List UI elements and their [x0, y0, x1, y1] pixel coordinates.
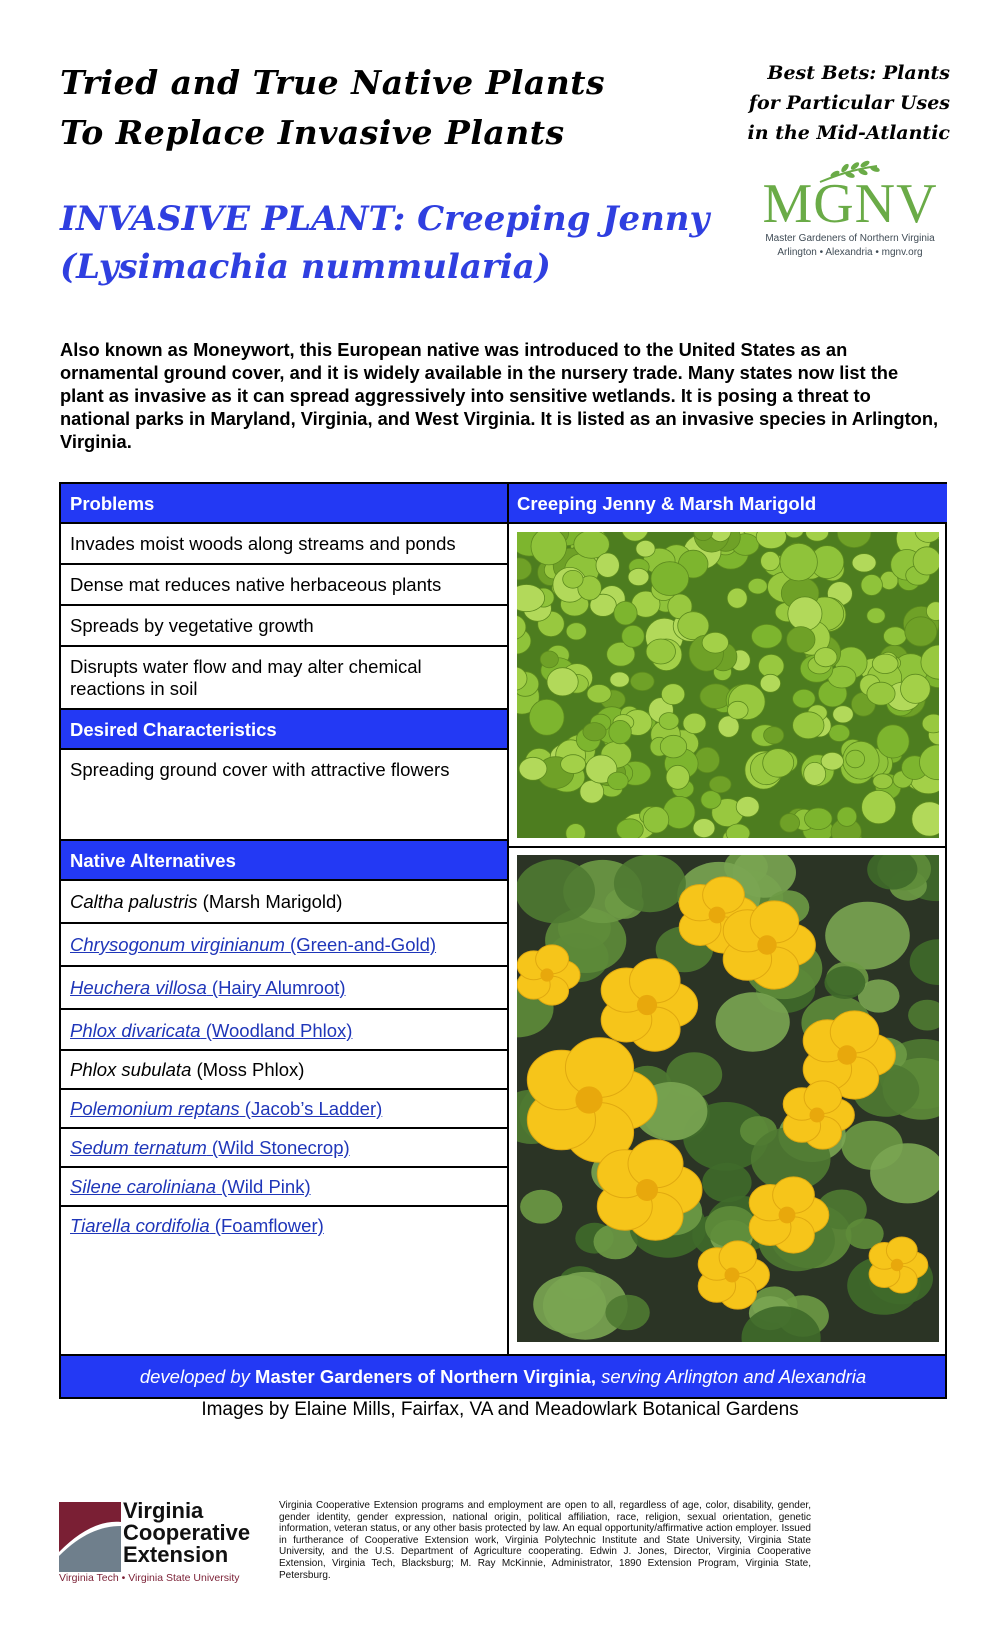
leaf-shape [520, 1190, 562, 1224]
leaf-shape [901, 674, 931, 703]
scientific-name: Polemonium reptans [70, 1098, 240, 1119]
common-name: (Marsh Marigold) [197, 891, 343, 912]
problem-item: Dense mat reduces native herbaceous plants [61, 565, 507, 606]
leaf-shape [862, 790, 896, 823]
desired-text: Spreading ground cover with attractive flowers [61, 750, 507, 841]
leaf-shape [833, 706, 854, 723]
leaf-shape [829, 725, 850, 742]
leaf-shape [837, 807, 857, 826]
series-title-line2: for Particular Uses [748, 92, 950, 114]
leaf-shape [531, 532, 567, 565]
common-name: (Foamflower) [209, 1215, 324, 1236]
vce-name [123, 1500, 250, 1566]
series-title-line1: Best Bets: Plants [767, 62, 950, 84]
leaf-shape [702, 632, 728, 653]
leaf-shape [867, 682, 895, 705]
intro-paragraph: Also known as Moneywort, this European native was introduced to the United States as an ornamental ground cover, and it is widely available in the nursery trade. Many states now list the plant as invasive as it can spread aggressively into sensitive wetlands. It is posing a threat to national parks in Maryland, Virginia, and West Virginia. It is listed as an invasive species in Arlington, Virginia. [60, 339, 939, 452]
problems-heading: Problems [61, 484, 507, 524]
leaf-shape [905, 617, 937, 646]
desired-heading: Desired Characteristics [61, 710, 507, 750]
leaf-shape [583, 723, 606, 741]
leaf-shape [683, 713, 706, 733]
developed-by-label: developed by [139, 1366, 250, 1387]
leaf-shape [846, 750, 865, 768]
page-title-line1: Tried and True Native Plants [60, 63, 606, 102]
leaf-shape [804, 762, 826, 785]
scientific-name: Phlox divaricata [70, 1020, 201, 1041]
leaf-shape [780, 543, 817, 581]
scientific-name: Silene caroliniana [70, 1176, 217, 1197]
image-credit: Images by Elaine Mills, Fairfax, VA and Meadowlark Botanical Gardens [201, 1399, 799, 1420]
leaf-shape [666, 765, 689, 789]
leaf-shape [877, 725, 909, 758]
leaf-shape [547, 668, 578, 696]
page-title-line2: To Replace Invasive Plants [60, 113, 565, 152]
scientific-name: Caltha palustris [70, 891, 198, 912]
leaf-shape [825, 902, 910, 970]
alternative-text [70, 891, 342, 912]
leaf-shape [646, 639, 675, 664]
leaf-shape [605, 1295, 649, 1331]
invasive-plant-name: INVASIVE PLANT: Creeping Jenny [60, 199, 710, 239]
leaf-shape [780, 814, 800, 833]
alternatives-list [61, 881, 507, 1246]
leaf-shape [702, 1163, 751, 1203]
leaf-shape [587, 685, 611, 703]
left-column [61, 484, 507, 1246]
leaf-shape [596, 553, 619, 577]
leaf-shape [913, 547, 939, 575]
leaf-shape [561, 755, 586, 774]
leaf-shape [659, 713, 679, 730]
photos-heading: Creeping Jenny & Marsh Marigold [509, 484, 947, 524]
leaf-shape [805, 808, 833, 830]
creeping-jenny-image [517, 532, 939, 838]
leaf-shape [701, 791, 721, 809]
alternative-link[interactable] [70, 977, 346, 998]
leaf-shape [872, 654, 898, 673]
common-name: (Wild Stonecrop) [206, 1137, 350, 1158]
alternative-link[interactable] [70, 934, 436, 955]
leaf-shape [824, 966, 865, 999]
leaf-shape [764, 727, 784, 744]
alternative-link[interactable] [70, 1098, 382, 1119]
vce-name-line2: Cooperative [123, 1520, 251, 1545]
leaf-shape [788, 597, 822, 631]
alternative-text [70, 1059, 304, 1080]
scientific-name: Phlox subulata [70, 1059, 192, 1080]
leaf-shape [867, 608, 885, 624]
logo-subtitle: Master Gardeners of Northern Virginia [765, 233, 935, 244]
leaf-shape [748, 578, 767, 594]
leaf-shape [728, 701, 749, 719]
common-name: (Green-and-Gold) [284, 934, 437, 955]
series-title-line3: in the Mid-Atlantic [747, 122, 950, 144]
leaf-shape [695, 747, 720, 772]
info-table [59, 482, 947, 1399]
alternative-item [61, 1051, 507, 1090]
photo-divider [509, 846, 947, 848]
leaf-shape [852, 554, 876, 572]
creeping-jenny-photo [517, 532, 939, 838]
alternative-link[interactable] [70, 1176, 311, 1197]
problem-item: Spreads by vegetative growth [61, 606, 507, 647]
alternative-item[interactable] [61, 1090, 507, 1129]
leaf-shape [628, 568, 649, 585]
leaf-shape [727, 588, 747, 608]
leaf-shape [529, 699, 564, 735]
alternative-item[interactable] [61, 1010, 507, 1051]
scientific-name: Sedum ternatum [70, 1137, 207, 1158]
logo-tagline: Arlington • Alexandria • mgnv.org [777, 247, 923, 258]
alternative-link[interactable] [70, 1215, 324, 1236]
alternative-item[interactable] [61, 1168, 507, 1207]
leaf-shape [736, 797, 759, 817]
leaf-shape [617, 819, 644, 838]
leaf-shape [709, 776, 731, 793]
alternatives-heading: Native Alternatives [61, 841, 507, 881]
invasive-plant-scientific: (Lysimachia nummularia) [60, 247, 551, 287]
leaf-shape [614, 601, 637, 625]
leaf-shape [821, 752, 843, 770]
developed-by-bar [61, 1354, 945, 1397]
marsh-marigold-photo [517, 855, 939, 1342]
leaf-shape [752, 624, 783, 648]
invasive-plant-title [60, 195, 740, 291]
leaf-shape [566, 623, 586, 640]
leaf-shape [716, 992, 790, 1051]
leaf-shape [614, 855, 686, 912]
scientific-name: Chrysogonum virginianum [70, 934, 285, 955]
common-name: (Jacob’s Ladder) [239, 1098, 383, 1119]
leaf-shape [519, 757, 547, 780]
alternative-item[interactable] [61, 1129, 507, 1168]
leaf-shape [622, 625, 645, 647]
leaf-shape [760, 674, 780, 692]
common-name: (Woodland Phlox) [200, 1020, 353, 1041]
leaf-shape [660, 735, 686, 758]
alternative-item[interactable] [61, 967, 507, 1010]
leaf-shape [636, 540, 655, 557]
vce-emblem-icon [59, 1502, 121, 1572]
leaf-shape [787, 627, 815, 653]
alternative-link[interactable] [70, 1137, 350, 1158]
vce-subtitle: Virginia Tech • Virginia State University [59, 1572, 240, 1584]
leaf-shape [630, 672, 654, 690]
marsh-marigold-image [517, 855, 939, 1342]
vce-name-line1: Virginia [123, 1498, 204, 1523]
leaf-shape [861, 575, 882, 596]
leaf-shape [608, 772, 629, 790]
leaf-shape [651, 562, 689, 596]
leaf-shape [517, 859, 595, 923]
leaf-shape [763, 749, 794, 778]
leaf-shape [873, 774, 893, 789]
vce-name-line3: Extension [123, 1542, 229, 1567]
scientific-name: Tiarella cordifolia [70, 1215, 210, 1236]
leaf-shape [563, 570, 583, 588]
common-name: (Hairy Alumroot) [206, 977, 346, 998]
alternative-link[interactable] [70, 1020, 352, 1041]
logo-wordmark: MGNV [762, 173, 938, 235]
alternative-item[interactable] [61, 924, 507, 967]
problem-item: Invades moist woods along streams and ponds [61, 524, 507, 565]
alternative-item [61, 881, 507, 924]
problem-item: Disrupts water flow and may alter chemical reactions in soil [61, 647, 507, 710]
scientific-name: Heuchera villosa [70, 977, 207, 998]
leaf-shape [580, 780, 604, 803]
leaf-shape [610, 672, 629, 687]
page-title [60, 58, 720, 158]
mgnv-logo [750, 160, 950, 260]
leaf-shape [643, 807, 669, 833]
leaf-shape [693, 819, 715, 838]
series-title [700, 58, 950, 148]
leaf-shape [761, 552, 780, 571]
legal-notice: Virginia Cooperative Extension programs and employment are open to all, regardless of age, color, disability, gender, gender identity, gender expression, national origin, political affiliation, race, religion, sexual orientation, genetic information, veteran status, or any other basis protected by law. An equal opportunity/affirmative action employer. Issued in furtherance of Cooperative Extension work, Virginia Polytechnic Institute and State University, Virginia State University, and the U.S. Department of Agriculture cooperating. Edwin J. Jones, Director, Virginia Cooperative Extension, Virginia Tech, Blacksburg; M. Ray McKinnie, Administrator, 1890 Extension Program, Virginia State, Petersburg. [279, 1500, 811, 1581]
common-name: (Wild Pink) [216, 1176, 311, 1197]
common-name: (Moss Phlox) [191, 1059, 305, 1080]
developer-org: Master Gardeners of Northern Virginia, [255, 1366, 597, 1387]
serving-area: serving Arlington and Alexandria [601, 1366, 867, 1387]
alternative-item[interactable] [61, 1207, 507, 1246]
leaf-shape [661, 684, 684, 705]
leaf-shape [705, 1206, 756, 1247]
leaf-shape [884, 627, 907, 646]
leaf-shape [793, 689, 816, 708]
leaf-shape [793, 712, 824, 739]
right-column [507, 484, 947, 1358]
leaf-shape [540, 651, 558, 668]
leaf-shape [814, 648, 837, 667]
leaf-shape [609, 720, 631, 743]
